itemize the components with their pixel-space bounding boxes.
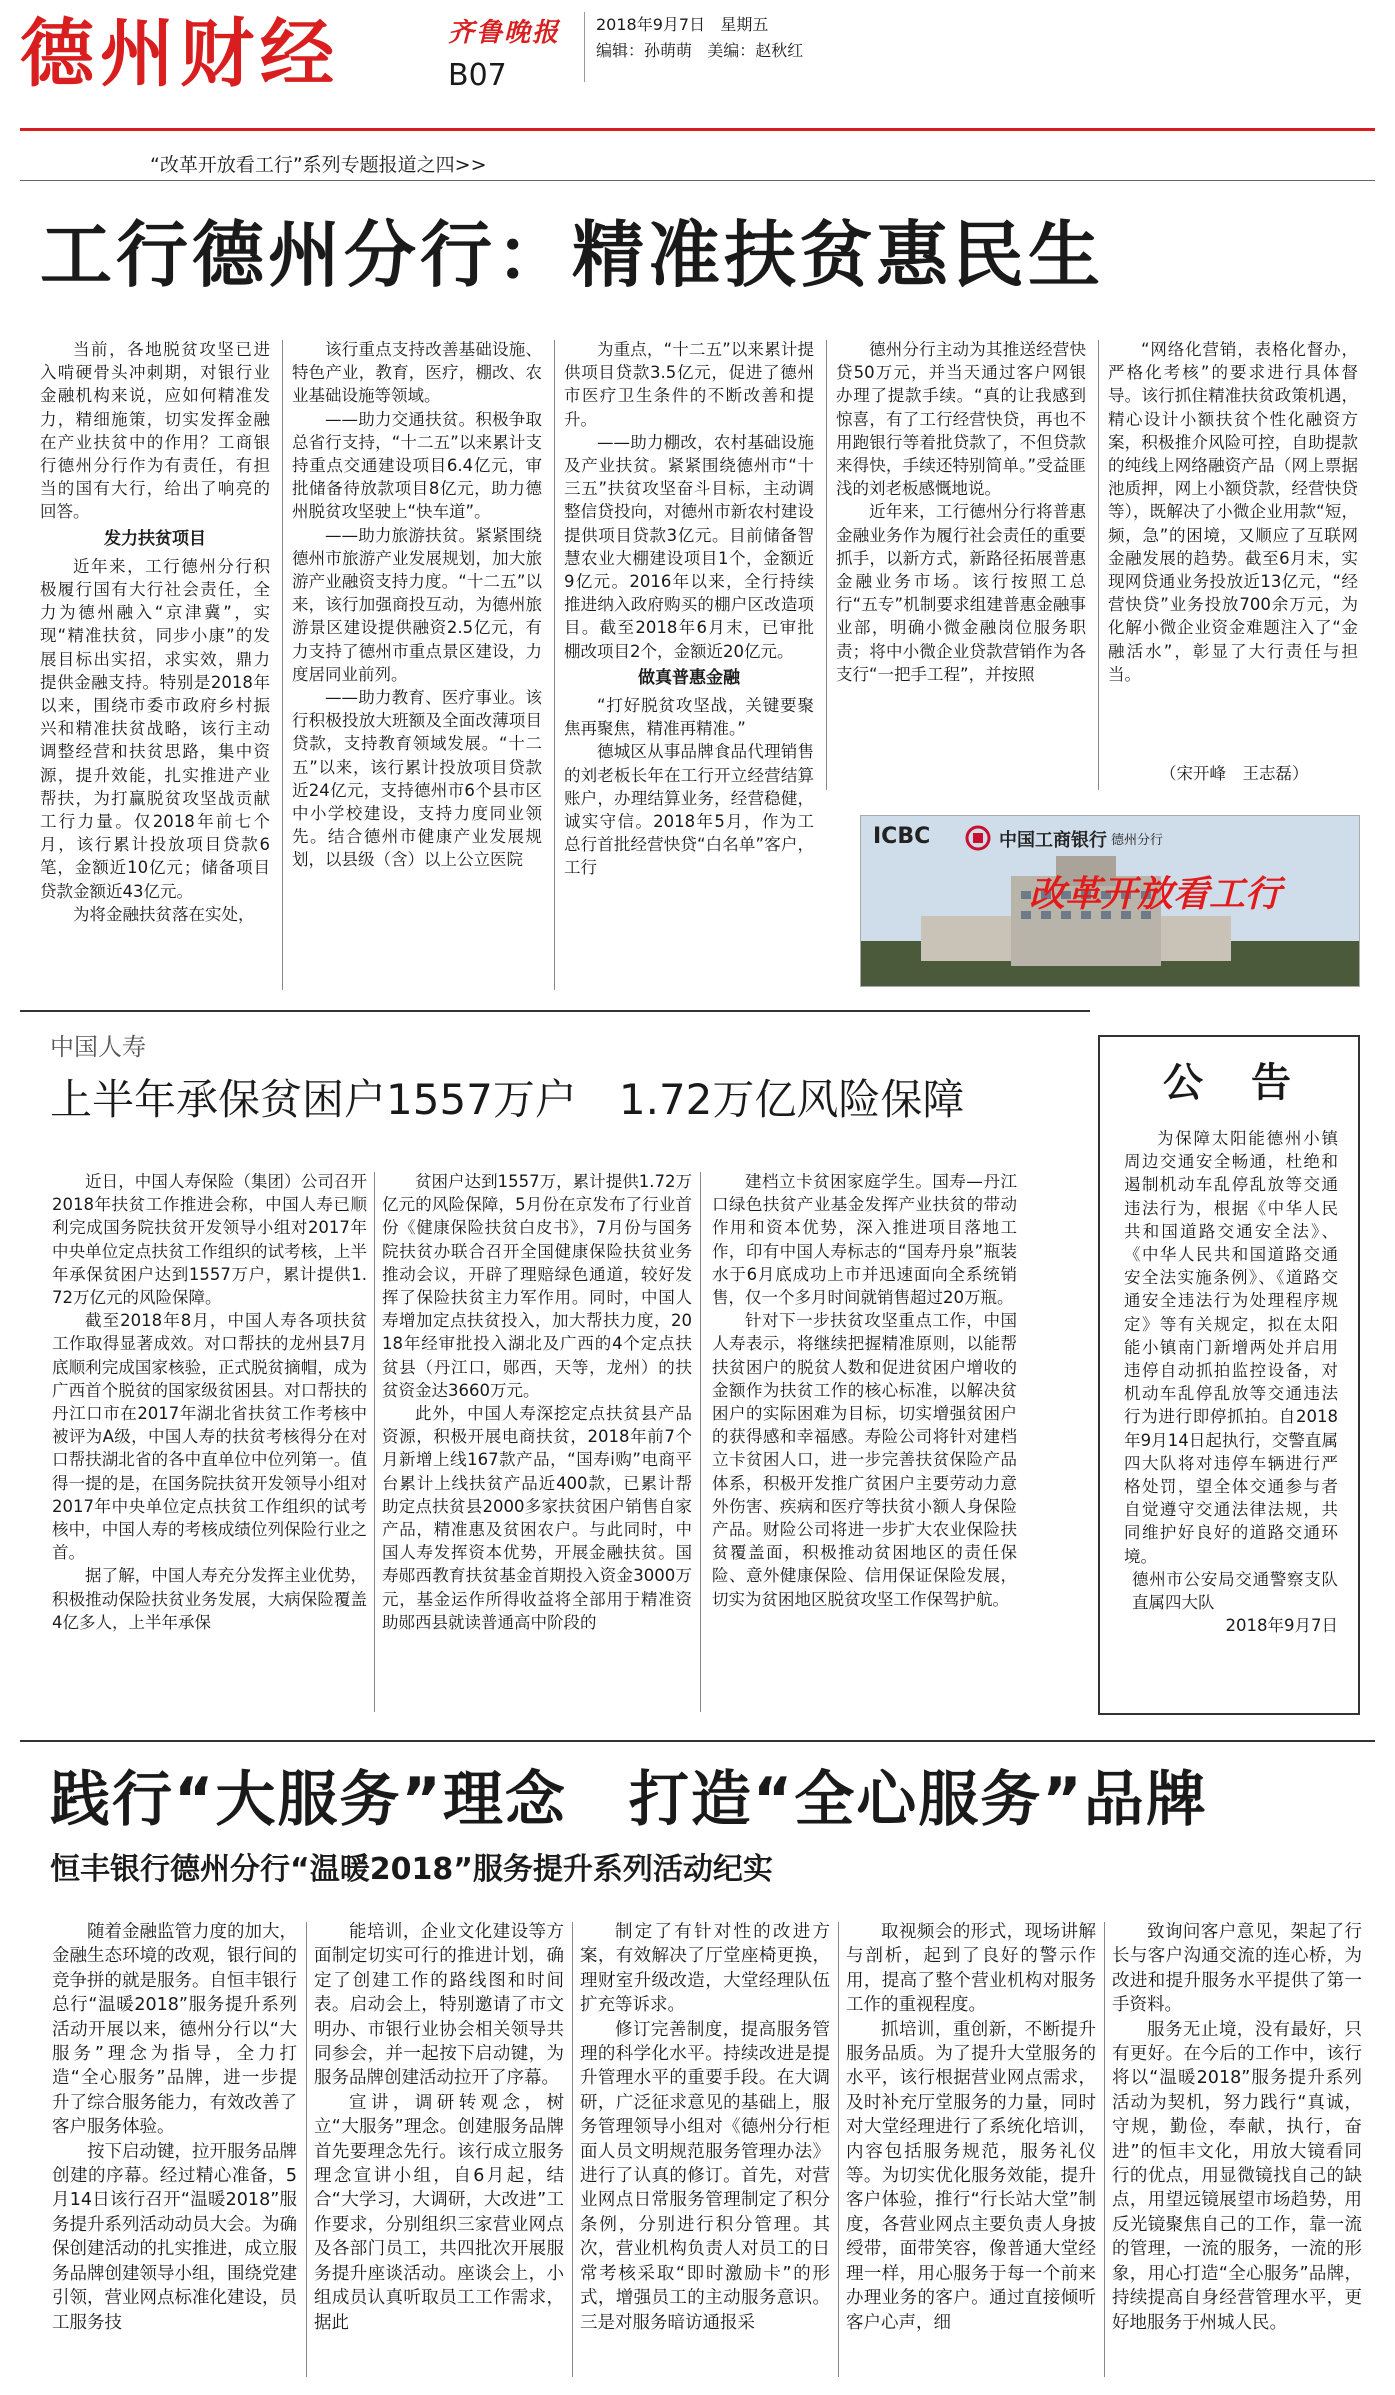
paragraph: 建档立卡贫困家庭学生。国寿—丹江口绿色扶贫产业基金发挥产业扶贫的带动作用和资本优势，深入推进项目落地工作，印有中国人寿标志的“国寿丹泉”瓶装水于6月底成功上市并迅速面向全系统销售，仅一个多月时间就销售超过20万瓶。: [712, 1172, 1017, 1308]
section-rule: [20, 1740, 1375, 1742]
paragraph: 据了解，中国人寿充分发挥主业优势，积极推动保险扶贫业务发展，大病保险覆盖4亿多人，上半年承保: [52, 1566, 367, 1632]
column-rule: [1098, 340, 1099, 790]
article-1-col-1: [40, 338, 270, 998]
paragraph: 抓培训，重创新，不断提升服务品质。为了提升大堂服务的水平，该行根据营业网点需求，及时补充厅堂服务的力量，同时对大堂经理进行了系统化培训，内容包括服务规范，服务礼仪等。为切实优化服务效能，提升客户体验，推行“行长站大堂”制度，各营业网点主要负责人身披绶带，面带笑容，像普通大堂经理一样，用心服务于每一个前来办理业务的客户。通过直接倾听客户心声，细: [846, 2019, 1096, 2333]
weekday: 星期五: [720, 15, 769, 34]
bank-cn: 中国工商银行: [999, 830, 1107, 851]
paragraph: 德州分行主动为其推送经营快贷50万元，并当天通过客户网银办理了提款手续。“真的让我感到惊喜，有了工行经营快贷，再也不用跑银行等着批贷款了，不但贷款来得快，手续还特别简单。”受益匪浅的刘老板感慨地说。: [836, 340, 1086, 499]
article-2-col-2: [382, 1170, 692, 1715]
bank-branch: 德州分行: [1111, 833, 1164, 848]
series-rule: [20, 180, 1375, 181]
paragraph: 修订完善制度，提高服务管理的科学化水平。持续改进是提升管理水平的重要手段。在大调研，广泛征求意见的基础上，服务管理领导小组对《德州分行柜面人员文明规范服务管理办法》进行了认真的修订。首先，对营业网点日常服务管理制定了积分条例，分别进行积分管理。其次，营业机构负责人对员工的日常考核采取“即时激励卡”的形式，增强员工的主动服务意识。三是对服务暗访通报采: [580, 2019, 830, 2333]
paragraph: 取视频会的形式，现场讲解与剖析，起到了良好的警示作用，提高了整个营业机构对服务工作的重视程度。: [846, 1922, 1096, 2016]
column-rule: [1104, 1922, 1105, 2377]
paragraph: 此外，中国人寿深挖定点扶贫县产品资源，积极开展电商扶贫，2018年前7个月新增上线167款产品，“国寿i购”电商平台累计上线扶贫产品近400款，已累计帮助定点扶贫县2000多家扶贫困户销售自家产品，精准惠及贫困农户。与此同时，中国人寿发挥资本优势，开展金融扶贫。国寿郧西教育扶贫基金首期投入资金3000万元，基金运作所得收益将全部用于精准资助郧西县就读普通高中阶段的: [382, 1404, 692, 1632]
masthead-rule: [20, 128, 1375, 131]
column-rule: [554, 340, 555, 990]
paragraph: 该行重点支持改善基础设施、特色产业，教育，医疗，棚改、农业基础设施等领域。: [292, 340, 542, 406]
paragraph: ——助力棚改，农村基础设施及产业扶贫。紧紧围绕德州市“十三五”扶贫攻坚奋斗目标，主动调整信贷投向，对德州市新农村建设提供项目贷款3亿元。目前储备智慧农业大棚建设项目1个，金额近9亿元。2016年以来，全行持续推进纳入政府购买的棚户区改造项目。截至2018年6月末，已审批棚改项目2个，金额近20亿元。: [564, 432, 814, 661]
paragraph: 近年来，工行德州分行积极履行国有大行社会责任，全力为德州融入“京津冀”，实现“精准扶贫，同步小康”的发展目标出实招，求实效，鼎力提供金融支持。特别是2018年以来，围绕市委市政府乡村振兴和精准扶贫战略，该行主动调整经营和扶贫思路，集中资源，提升效能，扎实推进产业帮扶，为打赢脱贫攻坚战贡献工行力量。仅2018年前七个月，该行累计投放项目贷款6笔，金额近10亿元；储备项目贷款金额近43亿元。: [40, 556, 270, 901]
article-3-col-2: [314, 1920, 564, 2380]
page-number: B07: [448, 58, 507, 93]
article-3-title: 践行“大服务”理念 打造“全心服务”品牌: [50, 1765, 1208, 1835]
subheading: 发力扶贫项目: [104, 528, 206, 549]
article-3-col-4: [846, 1920, 1096, 2380]
notice-box: [1098, 1035, 1360, 1715]
article-1-col-3: [564, 338, 814, 998]
paragraph: ——助力旅游扶贫。紧紧围绕德州市旅游产业发展规划，加大旅游产业融资支持力度。“十二五”以来，该行加强商投互动，为德州旅游景区建设提供融资2.5亿元，有力支持了德州市重点景区建设，力度居同业前列。: [292, 525, 542, 684]
paragraph: 近年来，工行德州分行将普惠金融业务作为履行社会责任的重要抓手，以新方式，新路径拓展普惠金融业务市场。该行按照工总行“五专”机制要求组建普惠金融事业部，明确小微金融岗位服务职责；将中小微企业贷款营销作为各支行“一把手工程”，并按照: [836, 502, 1086, 684]
paragraph: 当前，各地脱贫攻坚已进入啃硬骨头冲刺期，对银行业金融机构来说，应如何精准发力，精细施策，切实发挥金融在产业扶贫中的作用？工商银行德州分行作为有责任，有担当的国有大行，给出了响亮的回答。: [40, 340, 270, 522]
editor: 编辑：孙萌萌: [596, 41, 693, 60]
paragraph: 为重点，“十二五”以来累计提供项目贷款3.5亿元，促进了德州市医疗卫生条件的不断改善和提升。: [564, 340, 814, 429]
paragraph: 近日，中国人寿保险（集团）公司召开2018年扶贫工作推进会称，中国人寿已顺利完成国务院扶贫开发领导小组对2017年中央单位定点扶贫工作组织的试考核，上半年承保贫困户达到1557万户，累计提供1.72万亿元的风险保障。: [52, 1172, 367, 1308]
paragraph: “打好脱贫攻坚战，关键要聚焦再聚焦，精准再精准。”: [564, 696, 814, 739]
article-2-kicker: 中国人寿: [50, 1033, 146, 1061]
subheading: 做真普惠金融: [638, 667, 740, 688]
column-rule: [306, 1922, 307, 2377]
newspaper-logo: 齐鲁晚报: [448, 18, 561, 48]
notice-signer: 德州市公安局交通警察支队直属四大队: [1132, 1569, 1338, 1613]
paragraph: 针对下一步扶贫攻坚重点工作，中国人寿表示，将继续把握精准原则，以能帮扶贫困户的脱贫人数和促进贫困户增收的金额作为扶贫工作的核心标准，以解决贫困户的实际困难为目标，切实增强贫困户的获得感和幸福感。寿险公司将针对建档立卡贫困人口，进一步完善扶贫保险产品体系，积极开发推广贫困户主要劳动力意外伤害、疾病和医疗等扶贫小额人身保险产品。财险公司将进一步扩大农业保险扶贫覆盖面，积极推动贫困地区的责任保险、意外健康保险、信用保证保险发展，切实为贫困地区脱贫攻坚工作保驾护航。: [712, 1311, 1017, 1609]
article-3-col-3: [580, 1920, 830, 2380]
paragraph: 随着金融监管力度的加大，金融生态环境的改观，银行间的竞争拼的就是服务。自恒丰银行总行“温暖2018”服务提升系列活动开展以来，德州分行以“大服务”理念为指导，全力打造“全心服务”品牌，进一步提升了综合服务能力，有效改善了客户服务体验。: [52, 1922, 297, 2138]
column-rule: [826, 340, 827, 790]
icbc-banner: [860, 815, 1360, 987]
issue-date: 2018年9月7日: [596, 15, 706, 34]
column-rule: [572, 1922, 573, 2377]
paragraph: 截至2018年8月，中国人寿各项扶贫工作取得显著成效。对口帮扶的龙州县7月底顺利完成国家核验，正式脱贫摘帽，成为广西首个脱贫的国家级贫困县。对口帮扶的丹江口市在2017年湖北省扶贫工作考核中被评为A级，中国人寿的扶贫考核得分在对口帮扶湖北省的各中直单位中位列第一。值得一提的是，在国务院扶贫开发领导小组对2017年中央单位定点扶贫工作组织的试考核中，中国人寿的考核成绩位列保险行业之首。: [52, 1311, 367, 1563]
vertical-separator: [584, 12, 585, 82]
article-1-col-2: [292, 338, 542, 998]
section-title: 德州财经: [20, 11, 340, 97]
article-1-col-5: [1108, 338, 1358, 758]
paragraph: 制定了有针对性的改进方案，有效解决了厅堂座椅更换，理财室升级改造，大堂经理队伍扩充等诉求。: [580, 1922, 830, 2016]
paragraph: 德城区从事品牌食品代理销售的刘老板长年在工行开立经营结算账户，办理结算业务，经营稳健，诚实守信。2018年5月，作为工总行首批经营快贷“白名单”客户，工行: [564, 742, 814, 878]
bank-en: ICBC: [873, 824, 931, 849]
column-rule: [838, 1922, 839, 2377]
paragraph: ——助力教育、医疗事业。该行积极投放大班额及全面改薄项目贷款，支持教育领域发展。“十二五”以来，该行累计投放项目贷款近24亿元，支持德州市6个县市区中小学校建设，支持力度同业领先。结合德州市健康产业发展规划，以县级（含）以上公立医院: [292, 688, 542, 870]
article-3-col-5: [1112, 1920, 1362, 2380]
article-1-col-4: [836, 338, 1086, 788]
paragraph: ——助力交通扶贫。积极争取总省行支持，“十二五”以来累计支持重点交通建设项目6.4亿元，审批储备待放款项目8亿元，助力德州脱贫攻坚驶上“快车道”。: [292, 409, 542, 522]
notice-date: 2018年9月7日: [1225, 1616, 1338, 1636]
article-3-col-1: [52, 1920, 297, 2380]
paragraph: 为将金融扶贫落在实处，: [73, 904, 255, 924]
column-rule: [700, 1172, 701, 1712]
notice-body: 为保障太阳能德州小镇周边交通安全畅通，杜绝和遏制机动车乱停乱放等交通违法行为，根据《中华人民共和国道路交通安全法》、《中华人民共和国道路交通安全法实施条例》、《道路交通安全违法行为处理程序规定》等有关规定，拟在太阳能小镇南门新增两处并启用违停自动抓拍监控设备，对机动车乱停乱放等交通违法行为进行即停抓拍。自2018年9月14日起执行，交警直属四大队将对违停车辆进行严格处罚，望全体交通参与者自觉遵守交通法律法规，共同维护好良好的道路交通环境。: [1124, 1129, 1338, 1566]
banner-slogan: 改革开放看工行: [1029, 874, 1282, 915]
paragraph: 能培训，企业文化建设等方面制定切实可行的推进计划，确定了创建工作的路线图和时间表。启动会上，特别邀请了市文明办、市银行业协会相关领导共同参会，并一起按下启动键，为服务品牌创建活动拉开了序幕。: [314, 1922, 564, 2089]
notice-title: 公 告: [1163, 1060, 1295, 1106]
article-1-title: 工行德州分行：精准扶贫惠民生: [40, 213, 1105, 297]
paragraph: 按下启动键，拉开服务品牌创建的序幕。经过精心准备，5月14日该行召开“温暖2018”服务提升系列活动动员大会。为确保创建活动的扎实推进，成立服务品牌创建领导小组，围绕党建引领，营业网点标准化建设，员工服务技: [52, 2141, 297, 2333]
column-rule: [282, 340, 283, 990]
byline: （宋开峰 王志磊）: [1160, 764, 1309, 783]
article-2-col-3: [712, 1170, 1017, 1715]
paragraph: 宣讲，调研转观念，树立“大服务”理念。创建服务品牌首先要理念先行。该行成立服务理念宣讲小组，自6月起，结合“大学习，大调研，大改进”工作要求，分别组织三家营业网点及各部门员工，共四批次开展服务提升座谈活动。座谈会上，小组成员认真听取员工工作需求，据此: [314, 2092, 564, 2333]
section-rule: [20, 1010, 1090, 1012]
article-3-subtitle: 恒丰银行德州分行“温暖2018”服务提升系列活动纪实: [50, 1852, 773, 1887]
article-2-title: 上半年承保贫困户1557万户 1.72万亿风险保障: [50, 1075, 965, 1124]
paragraph: 致询问客户意见，架起了行长与客户沟通交流的连心桥，为改进和提升服务水平提供了第一手资料。: [1112, 1922, 1362, 2016]
paragraph: 服务无止境，没有最好，只有更好。在今后的工作中，该行将以“温暖2018”服务提升系列活动为契机，努力践行“真诚，守规，勤俭，奉献，执行，奋进”的恒丰文化，用放大镜看同行的优点，用显微镜找自己的缺点，用望远镜展望市场趋势，用反光镜聚焦自己的工作，靠一流的管理，一流的服务，一流的形象，用心打造“全心服务”品牌，持续提高自身经营管理水平，更好地服务于州城人民。: [1112, 2019, 1362, 2333]
designer: 美编：赵秋红: [707, 41, 804, 60]
paragraph: 贫困户达到1557万，累计提供1.72万亿元的风险保障，5月份在京发布了行业首份《健康保险扶贫白皮书》，7月份与国务院扶贫办联合召开全国健康保险扶贫业务推动会议，开辟了理赔绿色通道，较好发挥了保险扶贫主力军作用。同时，中国人寿增加定点扶贫投入，加大帮扶力度，2018年经审批投入湖北及广西的4个定点扶贫县（丹江口，郧西，天等，龙州）的扶贫资金达3660万元。: [382, 1172, 692, 1400]
series-note: “改革开放看工行”系列专题报道之四>>: [150, 154, 487, 176]
paragraph: “网络化营销，表格化督办，严格化考核”的要求进行具体督导。该行抓住精准扶贫政策机遇，精心设计小额扶贫个性化融资方案，积极推介风险可控，自助提款的纯线上网络融资产品（网上票据池质押，网上小额贷款，经营快贷等），既解决了小微企业用款“短，频，急”的困境，又顺应了互联网金融发展的趋势。截至6月末，实现网贷通业务投放近13亿元，“经营快贷”业务投放700余万元，为化解小微企业资金难题注入了“金融活水”，彰显了大行责任与担当。: [1108, 340, 1358, 684]
article-2-col-1: [52, 1170, 367, 1715]
column-rule: [374, 1172, 375, 1712]
